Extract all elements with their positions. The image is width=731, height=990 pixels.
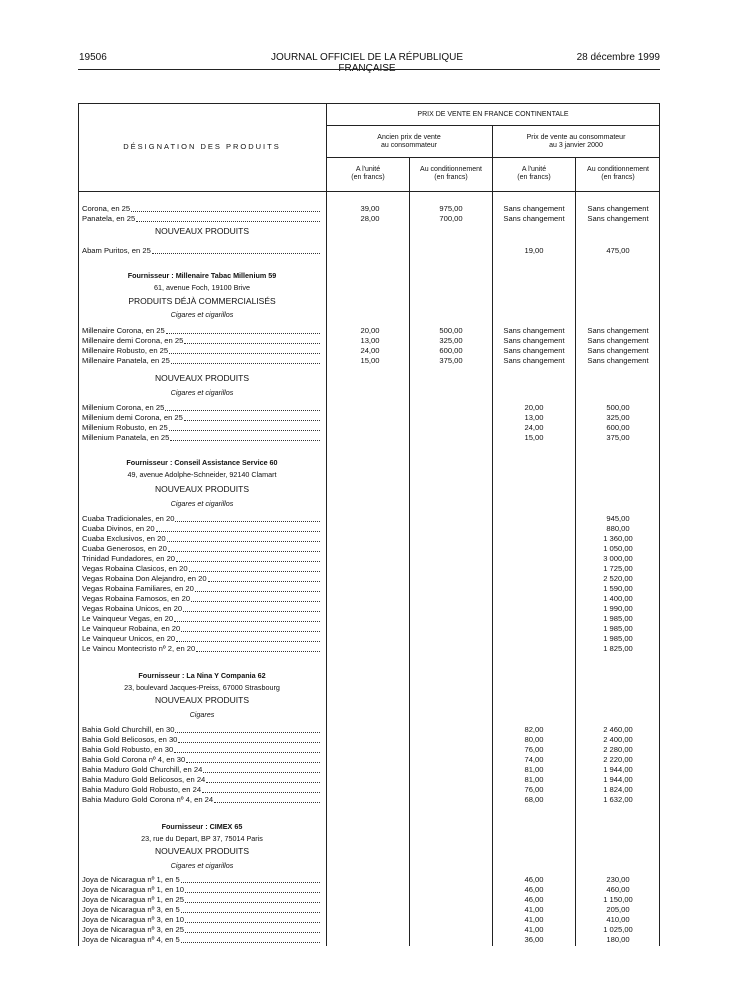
product-name-label: Le Vaincu Montecristo nº 2, en 20 bbox=[82, 644, 196, 653]
leader-dots bbox=[206, 782, 320, 783]
product-name-label: Cuaba Generosos, en 20 bbox=[82, 544, 167, 553]
leader-dots bbox=[166, 333, 320, 334]
leader-dots bbox=[136, 221, 320, 222]
ancien-pack-price: 600,00 bbox=[439, 346, 463, 355]
product-name bbox=[82, 564, 320, 574]
nouveau-pack-price: 1 825,00 bbox=[603, 644, 633, 653]
product-name-label: Millenaire Corona, en 25 bbox=[82, 326, 165, 335]
header-rule-3 bbox=[78, 191, 660, 192]
designation-header: DÉSIGNATION DES PRODUITS bbox=[123, 142, 281, 151]
product-name bbox=[82, 574, 320, 584]
nouveau-unit-price: Sans changement bbox=[503, 326, 565, 335]
leader-dots bbox=[176, 641, 320, 642]
header-rule-2 bbox=[326, 157, 660, 158]
nouveau-pack-price: 180,00 bbox=[606, 935, 630, 944]
leader-dots bbox=[185, 932, 320, 933]
leader-dots bbox=[169, 353, 320, 354]
nouveau-pack-price: 500,00 bbox=[606, 403, 630, 412]
ancien-header: Ancien prix de vente au consommateur bbox=[377, 134, 441, 149]
product-category: Cigares et cigarillos bbox=[170, 499, 234, 508]
product-category: Cigares bbox=[189, 710, 215, 719]
leader-dots bbox=[169, 430, 320, 431]
nouveau-unit-price: 81,00 bbox=[524, 775, 544, 784]
col-divider-1 bbox=[409, 157, 410, 946]
ancien-pack-price: 325,00 bbox=[439, 336, 463, 345]
supplier-name: Fournisseur : Millenaire Tabac Millenium 59 bbox=[127, 271, 277, 280]
product-name-label: Joya de Nicaragua nº 1, en 5 bbox=[82, 875, 180, 884]
nouveau-unit-price: 24,00 bbox=[524, 423, 544, 432]
nouveau-pack-price: 2 460,00 bbox=[603, 725, 633, 734]
product-name-label: Millenium demi Corona, en 25 bbox=[82, 413, 183, 422]
header-rule-1 bbox=[326, 125, 660, 126]
nouveau-unit-price: Sans changement bbox=[503, 346, 565, 355]
product-name bbox=[82, 765, 320, 775]
product-name-label: Bahia Maduro Gold Belicosos, en 24 bbox=[82, 775, 206, 784]
product-name-label: Abam Puritos, en 25 bbox=[82, 246, 151, 255]
nouveau-pack-price: 1 025,00 bbox=[603, 925, 633, 934]
leader-dots bbox=[165, 410, 320, 411]
nouveau-unit-price: 76,00 bbox=[524, 745, 544, 754]
product-name-label: Vegas Robaina Familiares, en 20 bbox=[82, 584, 194, 593]
nouveau-pack-price: 410,00 bbox=[606, 915, 630, 924]
ancien-pack-price: 975,00 bbox=[439, 204, 463, 213]
ancien-pack-price: 500,00 bbox=[439, 326, 463, 335]
nouveau-pack-price: Sans changement bbox=[587, 336, 649, 345]
journal-title: JOURNAL OFFICIEL DE LA RÉPUBLIQUE FRANÇAISE bbox=[270, 52, 464, 74]
product-name-label: Bahia Gold Churchill, en 30 bbox=[82, 725, 175, 734]
nouveau-unit-price: 41,00 bbox=[524, 925, 544, 934]
product-name bbox=[82, 925, 320, 935]
leader-dots bbox=[178, 742, 320, 743]
nouveau-pack-price: Sans changement bbox=[587, 204, 649, 213]
nouveau-pack-price: 205,00 bbox=[606, 905, 630, 914]
leader-dots bbox=[156, 531, 320, 532]
nouveau-pack-price: 2 520,00 bbox=[603, 574, 633, 583]
leader-dots bbox=[186, 762, 320, 763]
product-name-label: Joya de Nicaragua nº 3, en 25 bbox=[82, 925, 184, 934]
product-name-label: Le Vainqueur Unicos, en 20 bbox=[82, 634, 176, 643]
leader-dots bbox=[181, 882, 320, 883]
nouveau-pack-price: 1 985,00 bbox=[603, 624, 633, 633]
nouveau-pack-price: Sans changement bbox=[587, 214, 649, 223]
product-name bbox=[82, 346, 320, 356]
leader-dots bbox=[171, 363, 320, 364]
nouveau-pack-price: 1 632,00 bbox=[603, 795, 633, 804]
nouveau-unit-price: 41,00 bbox=[524, 915, 544, 924]
supplier-address: 61, avenue Foch, 19100 Brive bbox=[154, 283, 250, 292]
nouveau-unit-price: 36,00 bbox=[524, 935, 544, 944]
product-name bbox=[82, 895, 320, 905]
product-name bbox=[82, 614, 320, 624]
col-divider-designation bbox=[326, 103, 327, 946]
leader-dots bbox=[185, 892, 320, 893]
supplier-address: 23, rue du Depart, BP 37, 75014 Paris bbox=[141, 834, 263, 843]
product-name-label: Bahia Maduro Gold Robusto, en 24 bbox=[82, 785, 202, 794]
nouveau-pack-price: 2 220,00 bbox=[603, 755, 633, 764]
nouveau-unit-price: Sans changement bbox=[503, 204, 565, 213]
product-name bbox=[82, 915, 320, 925]
product-name-label: Le Vainqueur Robaina, en 20 bbox=[82, 624, 181, 633]
product-name-label: Millenaire demi Corona, en 25 bbox=[82, 336, 184, 345]
nouveau-unit-price: 81,00 bbox=[524, 765, 544, 774]
leader-dots bbox=[131, 211, 320, 212]
product-name bbox=[82, 544, 320, 554]
col2-header: Au conditionnement (en francs) bbox=[420, 166, 482, 181]
product-name bbox=[82, 594, 320, 604]
product-name bbox=[82, 775, 320, 785]
nouveau-pack-price: Sans changement bbox=[587, 356, 649, 365]
nouveau-pack-price: 3 000,00 bbox=[603, 554, 633, 563]
leader-dots bbox=[183, 611, 320, 612]
product-name-label: Millenium Panatela, en 25 bbox=[82, 433, 170, 442]
nouveau-pack-price: 1 050,00 bbox=[603, 544, 633, 553]
ancien-pack-price: 700,00 bbox=[439, 214, 463, 223]
product-category: Cigares et cigarillos bbox=[170, 310, 234, 319]
product-name bbox=[82, 554, 320, 564]
product-name bbox=[82, 735, 320, 745]
page-date: 28 décembre 1999 bbox=[576, 52, 660, 63]
page-number: 19506 bbox=[79, 52, 107, 63]
product-name-label: Bahia Maduro Gold Churchill, en 24 bbox=[82, 765, 203, 774]
product-name bbox=[82, 336, 320, 346]
col-divider-ancien-nouveau bbox=[492, 125, 493, 946]
product-name bbox=[82, 356, 320, 366]
nouveau-unit-price: 82,00 bbox=[524, 725, 544, 734]
leader-dots bbox=[181, 631, 320, 632]
nouveau-unit-price: 41,00 bbox=[524, 905, 544, 914]
leader-dots bbox=[176, 561, 320, 562]
nouveau-unit-price: 20,00 bbox=[524, 403, 544, 412]
ancien-unit-price: 13,00 bbox=[360, 336, 380, 345]
product-name bbox=[82, 644, 320, 654]
product-name-label: Bahia Maduro Gold Corona nº 4, en 24 bbox=[82, 795, 214, 804]
product-name bbox=[82, 214, 320, 224]
product-name-label: Joya de Nicaragua nº 1, en 25 bbox=[82, 895, 184, 904]
nouveau-pack-price: 600,00 bbox=[606, 423, 630, 432]
product-name bbox=[82, 514, 320, 524]
ancien-unit-price: 20,00 bbox=[360, 326, 380, 335]
leader-dots bbox=[167, 541, 320, 542]
section-heading: NOUVEAUX PRODUITS bbox=[155, 846, 249, 856]
col1-header: A l'unité (en francs) bbox=[351, 166, 385, 181]
product-name bbox=[82, 725, 320, 735]
product-name-label: Corona, en 25 bbox=[82, 204, 131, 213]
nouveau-pack-price: 460,00 bbox=[606, 885, 630, 894]
product-name-label: Vegas Robaina Clasicos, en 20 bbox=[82, 564, 188, 573]
leader-dots bbox=[185, 902, 320, 903]
product-name bbox=[82, 785, 320, 795]
nouveau-pack-price: 1 990,00 bbox=[603, 604, 633, 613]
leader-dots bbox=[184, 343, 320, 344]
product-name bbox=[82, 795, 320, 805]
section-heading: NOUVEAUX PRODUITS bbox=[155, 484, 249, 494]
nouveau-pack-price: 1 400,00 bbox=[603, 594, 633, 603]
product-name-label: Bahia Gold Belicosos, en 30 bbox=[82, 735, 178, 744]
supplier-name: Fournisseur : La Nina Y Compania 62 bbox=[138, 671, 266, 680]
nouveau-pack-price: 1 985,00 bbox=[603, 634, 633, 643]
nouveau-unit-price: Sans changement bbox=[503, 336, 565, 345]
leader-dots bbox=[184, 420, 320, 421]
nouveau-pack-price: 1 590,00 bbox=[603, 584, 633, 593]
section-heading: NOUVEAUX PRODUITS bbox=[155, 226, 249, 236]
product-name-label: Cuaba Divinos, en 20 bbox=[82, 524, 155, 533]
product-name bbox=[82, 755, 320, 765]
nouveau-pack-price: 1 150,00 bbox=[603, 895, 633, 904]
product-name bbox=[82, 403, 320, 413]
nouveau-unit-price: 74,00 bbox=[524, 755, 544, 764]
product-name bbox=[82, 534, 320, 544]
nouveau-unit-price: 19,00 bbox=[524, 246, 544, 255]
product-name-label: Joya de Nicaragua nº 3, en 5 bbox=[82, 905, 180, 914]
product-name bbox=[82, 604, 320, 614]
leader-dots bbox=[175, 732, 320, 733]
product-category: Cigares et cigarillos bbox=[170, 388, 234, 397]
product-name bbox=[82, 413, 320, 423]
nouveau-header: Prix de vente au consommateur au 3 janvier 2000 bbox=[526, 134, 626, 149]
product-name bbox=[82, 204, 320, 214]
leader-dots bbox=[202, 792, 320, 793]
nouveau-unit-price: 13,00 bbox=[524, 413, 544, 422]
nouveau-pack-price: 945,00 bbox=[606, 514, 630, 523]
nouveau-unit-price: 46,00 bbox=[524, 895, 544, 904]
product-name bbox=[82, 423, 320, 433]
leader-dots bbox=[175, 521, 320, 522]
nouveau-pack-price: 1 944,00 bbox=[603, 775, 633, 784]
leader-dots bbox=[174, 621, 320, 622]
product-name bbox=[82, 524, 320, 534]
nouveau-pack-price: 1 725,00 bbox=[603, 564, 633, 573]
product-name bbox=[82, 905, 320, 915]
leader-dots bbox=[196, 651, 320, 652]
nouveau-unit-price: 68,00 bbox=[524, 795, 544, 804]
leader-dots bbox=[191, 601, 320, 602]
section-heading: NOUVEAUX PRODUITS bbox=[155, 695, 249, 705]
nouveau-pack-price: 475,00 bbox=[606, 246, 630, 255]
product-name bbox=[82, 885, 320, 895]
leader-dots bbox=[152, 253, 320, 254]
product-name bbox=[82, 875, 320, 885]
ancien-pack-price: 375,00 bbox=[439, 356, 463, 365]
product-name bbox=[82, 326, 320, 336]
product-name-label: Joya de Nicaragua nº 4, en 5 bbox=[82, 935, 180, 944]
nouveau-pack-price: 375,00 bbox=[606, 433, 630, 442]
col3-header: A l'unité (en francs) bbox=[517, 166, 551, 181]
product-name-label: Bahia Gold Corona nº 4, en 30 bbox=[82, 755, 186, 764]
leader-dots bbox=[195, 591, 320, 592]
product-name-label: Millenium Robusto, en 25 bbox=[82, 423, 168, 432]
product-name-label: Cuaba Exclusivos, en 20 bbox=[82, 534, 166, 543]
nouveau-pack-price: 325,00 bbox=[606, 413, 630, 422]
nouveau-unit-price: 46,00 bbox=[524, 885, 544, 894]
nouveau-unit-price: 76,00 bbox=[524, 785, 544, 794]
ancien-unit-price: 24,00 bbox=[360, 346, 380, 355]
supplier-address: 23, boulevard Jacques-Preiss, 67000 Strasbourg bbox=[124, 683, 280, 692]
ancien-unit-price: 39,00 bbox=[360, 204, 380, 213]
nouveau-pack-price: Sans changement bbox=[587, 326, 649, 335]
product-name-label: Joya de Nicaragua nº 1, en 10 bbox=[82, 885, 184, 894]
leader-dots bbox=[189, 571, 320, 572]
leader-dots bbox=[181, 942, 320, 943]
nouveau-unit-price: Sans changement bbox=[503, 214, 565, 223]
product-name bbox=[82, 624, 320, 634]
product-name-label: Millenaire Panatela, en 25 bbox=[82, 356, 170, 365]
nouveau-pack-price: 1 944,00 bbox=[603, 765, 633, 774]
product-name-label: Millenium Corona, en 25 bbox=[82, 403, 165, 412]
leader-dots bbox=[203, 772, 320, 773]
product-name bbox=[82, 935, 320, 945]
product-name bbox=[82, 634, 320, 644]
nouveau-pack-price: 1 824,00 bbox=[603, 785, 633, 794]
product-name bbox=[82, 584, 320, 594]
product-category: Cigares et cigarillos bbox=[170, 861, 234, 870]
product-name-label: Joya de Nicaragua nº 3, en 10 bbox=[82, 915, 184, 924]
nouveau-pack-price: 2 280,00 bbox=[603, 745, 633, 754]
nouveau-pack-price: 1 985,00 bbox=[603, 614, 633, 623]
leader-dots bbox=[181, 912, 320, 913]
product-name-label: Vegas Robaina Unicos, en 20 bbox=[82, 604, 183, 613]
product-name-label: Vegas Robaina Famosos, en 20 bbox=[82, 594, 191, 603]
leader-dots bbox=[208, 581, 320, 582]
ancien-unit-price: 28,00 bbox=[360, 214, 380, 223]
nouveau-pack-price: 880,00 bbox=[606, 524, 630, 533]
product-name-label: Cuaba Tradicionales, en 20 bbox=[82, 514, 175, 523]
supplier-name: Fournisseur : CIMEX 65 bbox=[161, 822, 243, 831]
leader-dots bbox=[174, 752, 320, 753]
col4-header: Au conditionnement (en francs) bbox=[587, 166, 649, 181]
section-heading: PRODUITS DÉJÀ COMMERCIALISÉS bbox=[128, 296, 276, 306]
col-divider-3 bbox=[575, 157, 576, 946]
ancien-unit-price: 15,00 bbox=[360, 356, 380, 365]
nouveau-pack-price: 1 360,00 bbox=[603, 534, 633, 543]
product-name bbox=[82, 745, 320, 755]
header-rule bbox=[78, 69, 660, 70]
supplier-address: 49, avenue Adolphe-Schneider, 92140 Clamart bbox=[127, 470, 277, 479]
product-name-label: Panatela, en 25 bbox=[82, 214, 136, 223]
product-name-label: Millenaire Robusto, en 25 bbox=[82, 346, 169, 355]
leader-dots bbox=[185, 922, 320, 923]
main-price-header: PRIX DE VENTE EN FRANCE CONTINENTALE bbox=[417, 111, 569, 118]
product-name-label: Le Vainqueur Vegas, en 20 bbox=[82, 614, 174, 623]
nouveau-unit-price: Sans changement bbox=[503, 356, 565, 365]
nouveau-unit-price: 46,00 bbox=[524, 875, 544, 884]
section-heading: NOUVEAUX PRODUITS bbox=[155, 373, 249, 383]
product-name-label: Trinidad Fundadores, en 20 bbox=[82, 554, 176, 563]
nouveau-pack-price: 2 400,00 bbox=[603, 735, 633, 744]
leader-dots bbox=[168, 551, 320, 552]
product-name-label: Vegas Robaina Don Alejandro, en 20 bbox=[82, 574, 207, 583]
nouveau-pack-price: Sans changement bbox=[587, 346, 649, 355]
product-name bbox=[82, 433, 320, 443]
leader-dots bbox=[214, 802, 320, 803]
nouveau-pack-price: 230,00 bbox=[606, 875, 630, 884]
product-name bbox=[82, 246, 320, 256]
leader-dots bbox=[170, 440, 320, 441]
nouveau-unit-price: 15,00 bbox=[524, 433, 544, 442]
product-name-label: Bahia Gold Robusto, en 30 bbox=[82, 745, 174, 754]
nouveau-unit-price: 80,00 bbox=[524, 735, 544, 744]
supplier-name: Fournisseur : Conseil Assistance Service 60 bbox=[126, 458, 278, 467]
